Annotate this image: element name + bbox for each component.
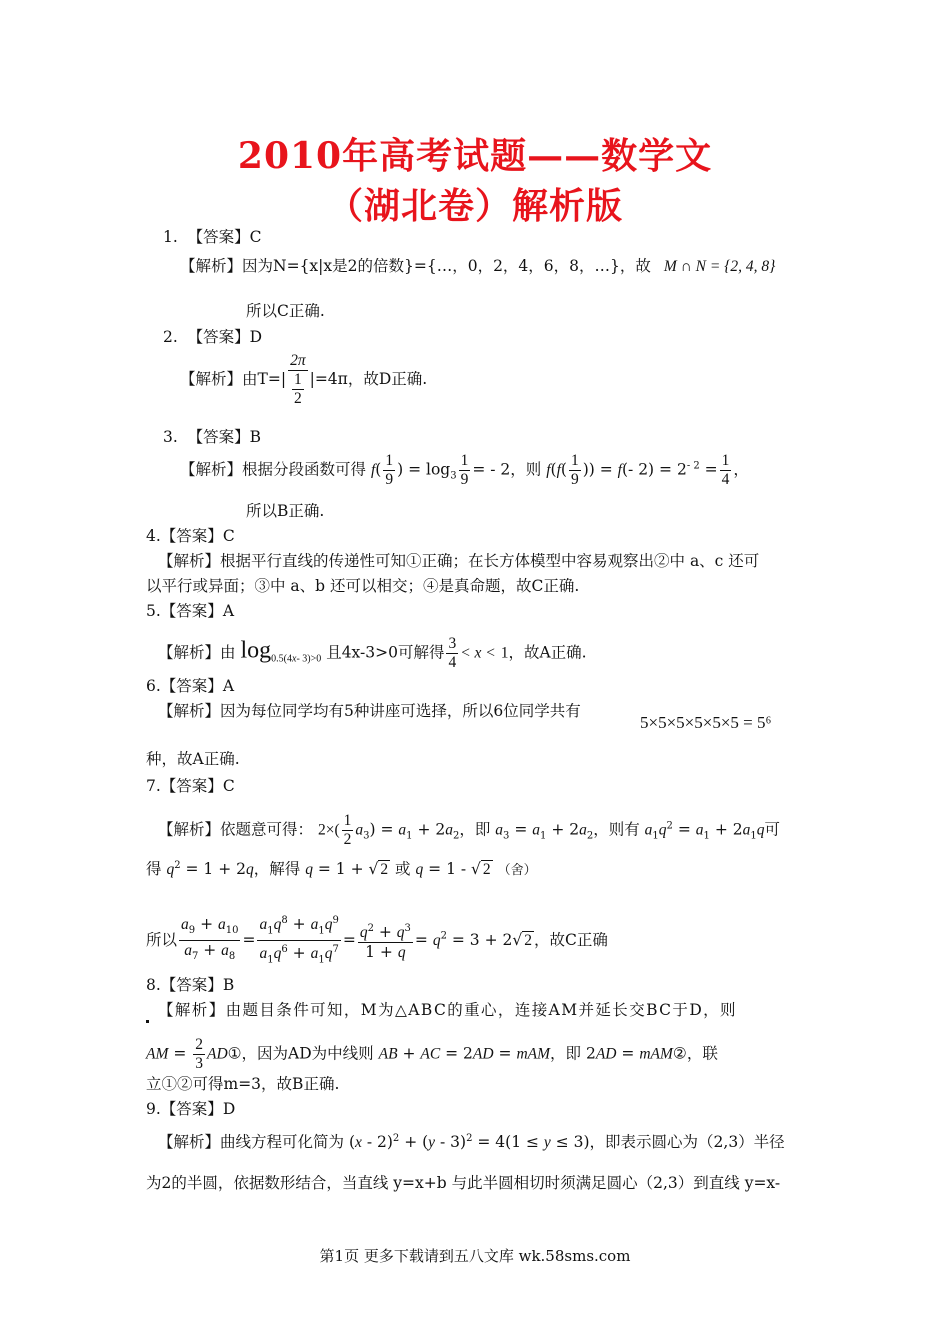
item-4-answer: 4.【答案】C (146, 527, 235, 545)
item-5-answer: 5.【答案】A (146, 602, 235, 620)
item-2-answer: 2. 【答案】D (163, 328, 263, 346)
item-5-analysis: 【解析】由 $\log_{0.5(4x- 3)>0}$ 且4x-3>0可解得 $\frac{3}{4}$ < x < 1，故A正确. (158, 635, 587, 671)
item-6-answer: 6.【答案】A (146, 677, 235, 695)
item-4-analysis-1: 【解析】根据平行直线的传递性可知①正确；在长方体模型中容易观察出②中 a、c 还可 (158, 552, 760, 570)
item-1-answer: 1. 【答案】C (163, 228, 262, 246)
item-9-analysis-2: 为2的半圆，依据数形结合，当直线 y=x+b 与此半圆相切时须满足圆心（2,3）到直线 y=x- (146, 1174, 781, 1192)
title-line-2: （湖北卷）解析版 (326, 185, 623, 227)
item-2-analysis: 【解析】由T=| $\frac{2\pi}{\frac{1}{2}}$ |=4π，故D正确. (180, 352, 428, 407)
item-3-analysis: 【解析】根据分段函数可得 f( $\frac{1}{9}$ ) = $\log_3$ $\frac{1}{9}$ = - 2，则 f(f( $\frac{1}{9}$ )) = f(- $2) = 2^{- 2}$ = $\frac{1}{4}$ ， (180, 452, 749, 488)
item-6-conclusion: 种，故A正确. (146, 750, 240, 768)
item-8-analysis-3: 立①②可得m=3，故B正确. (146, 1075, 340, 1093)
item-9-answer: 9.【答案】D (146, 1100, 236, 1118)
item-8-answer: 8.【答案】B (146, 976, 235, 994)
item-8-analysis-1: 【解析】由题目条件可知，M为△ABC的重心，连接AM并延长交BC于D，则 (158, 1001, 737, 1019)
item-6-analysis: 【解析】因为每位同学均有5种讲座可选择，所以6位同学共有 (158, 702, 581, 720)
item-6-formula: 5×5×5×5×5×5 = 5⁶ (640, 713, 772, 732)
item-7-analysis-2: 得 $q^2 = 1 + 2q$，解得 q = 1 + √ 2 或 q = 1 - √ 2 （舍） (146, 860, 537, 879)
item-9-analysis-1: 【解析】曲线方程可化简为 (x - 2)$^2$ + (y - 3)$^2$ = 4(1 ≤ y ≤ 3)，即表示圆心为（2,3）半径 (158, 1133, 785, 1152)
item-7-analysis-1: 【解析】依题意可得： 2×( $\frac{1}{2}$ $a_3) = a_1 + 2a_2$，即 $a_3 = a_1 + 2a_2$，则有 $a_1q^2 = a_1 + 2a_1q$可 (158, 812, 780, 848)
item-8-analysis-2: AM = $\frac{2}{3}$ AD①，因为AD为中线则 AB + AC = 2AD = mAM，即 2AD = mAM②，联 (146, 1036, 718, 1072)
title-line-1: 2010年高考试题——数学文 (237, 135, 713, 177)
item-3-answer: 3. 【答案】B (163, 428, 262, 446)
item-1-analysis: 【解析】因为N={x|x是2的倍数}={…，0，2，4，6，8，…}，故 M ∩ N = {2, 4, 8} (180, 257, 776, 275)
item-7-answer: 7.【答案】C (146, 777, 235, 795)
item-4-analysis-2: 以平行或异面；③中 a、b 还可以相交；④是真命题，故C正确. (146, 577, 580, 595)
period-fraction: $\frac{2\pi}{\frac{1}{2}}$ (290, 352, 306, 407)
page-footer: 第1页 更多下载请到五八文库 wk.58sms.com (319, 1247, 631, 1265)
item-7-analysis-3: 所以 $\frac{a_9 + a_{10}}{a_7 + a_8}$ = $\frac{a_1q^8 + a_1q^9}{a_1q^6 + a_1q^7}$ = $\frac{q^2 + q^3}{1 + q}$ = $q^2 = 3 + 2√$ 2 ，故C正确 (146, 912, 608, 970)
stray-mark (146, 1020, 149, 1023)
item-1-conclusion: 所以C正确. (246, 302, 325, 320)
item-3-conclusion: 所以B正确. (246, 502, 325, 520)
